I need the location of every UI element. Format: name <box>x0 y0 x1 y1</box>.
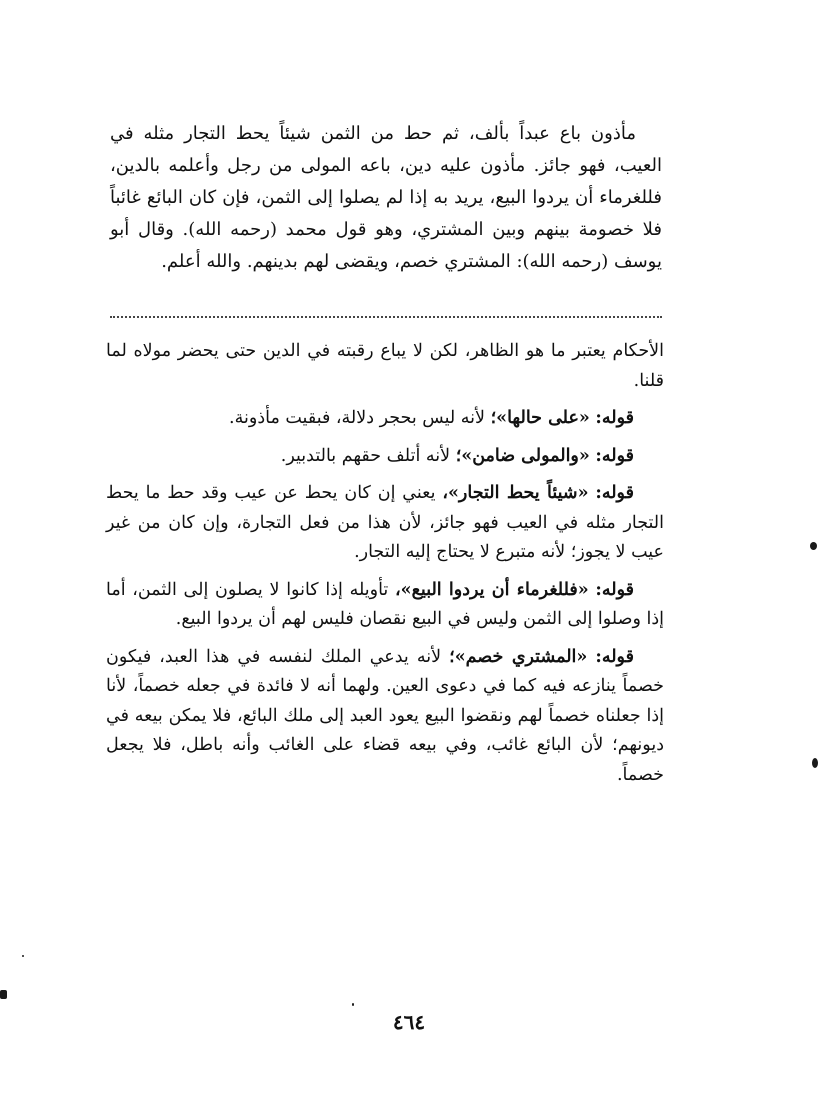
note-quote: «المشتري خصم»؛ <box>449 646 588 667</box>
scan-speck <box>810 542 817 550</box>
scan-speck <box>0 990 7 999</box>
commentary-note <box>106 576 664 635</box>
scan-speck <box>22 955 24 957</box>
note-quote: «فللغرماء أن يردوا البيع»، <box>395 579 589 600</box>
main-paragraph: مأذون باع عبداً بألف، ثم حط من الثمن شيئاً يحط التجار مثله في العيب، فهو جائز. مأذون عليه دين، باعه المولى من رجل وأعلمه بالدين، فللغرماء أن يردوا البيع، يريد به إذا لم يصلوا إلى الثمن، فإن كان البائع غائباً فلا خصومة بينهم وبين المشتري، وهو قول محمد (رحمه الله). وقال أبو يوسف (رحمه الله): المشتري خصم، ويقضى لهم بدينهم. والله أعلم. <box>110 123 662 272</box>
note-text: يعني إن كان يحط عن عيب وقد حط ما يحط التجار مثله في العيب فهو جائز، لأن هذا من فعل التجارة، وإن كان من غير عيب لا يجوز؛ لأنه متبرع لا يحتاج إليه التجار. <box>106 483 664 562</box>
main-text-block <box>110 118 662 278</box>
commentary-note <box>106 404 664 434</box>
commentary-note <box>106 479 664 568</box>
note-text: لأنه أتلف حقهم بالتدبير. <box>280 445 451 466</box>
commentary-block <box>106 337 664 798</box>
scan-speck <box>812 758 818 768</box>
commentary-opening: الأحكام يعتبر ما هو الظاهر، لكن لا يباع رقبته في الدين حتى يحضر مولاه لما قلنا. <box>106 341 664 391</box>
note-quote: «على حالها»؛ <box>490 408 590 428</box>
page-number: ٤٦٤ <box>392 1010 426 1034</box>
note-text: لأنه ليس بحجر دلالة، فبقيت مأذونة. <box>229 408 486 428</box>
note-quote: «شيئاً يحط التجار»، <box>442 483 589 503</box>
dotted-divider <box>110 316 662 328</box>
qawluhu-label: قوله: <box>595 646 634 667</box>
commentary-note <box>106 643 664 791</box>
commentary-note <box>106 442 664 472</box>
qawluhu-label: قوله: <box>595 483 634 503</box>
note-text: تأويله إذا كانوا لا يصلون إلى الثمن، أما إذا وصلوا إلى الثمن وليس في البيع نقصان فليس لهم أن يردوا البيع. <box>106 579 664 629</box>
note-text: لأنه يدعي الملك لنفسه في هذا العبد، فيكون خصماً ينازعه فيه كما في دعوى العين. ولهما أنه لا فائدة في جعله خصماً، لأنا إذا جعلناه خصماً لهم ونقضوا البيع يعود العبد إلى ملك البائع، فلا يمكن بيعه في ديونهم؛ لأن البائع غائب، وفي بيعه قضاء على الغائب وأنه باطل، فلا يجعل خصماً. <box>106 646 664 785</box>
qawluhu-label: قوله: <box>595 445 634 466</box>
qawluhu-label: قوله: <box>595 408 634 428</box>
note-quote: «والمولى ضامن»؛ <box>455 445 590 466</box>
scan-speck <box>352 1003 354 1006</box>
qawluhu-label: قوله: <box>595 579 634 600</box>
